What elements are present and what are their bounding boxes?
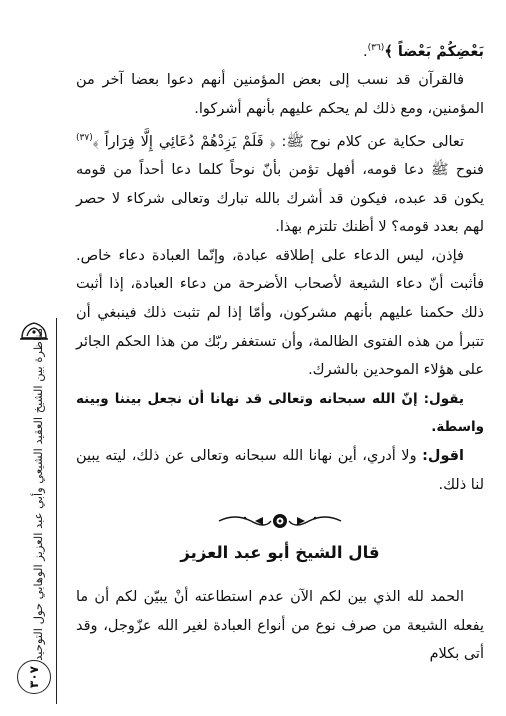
reply-label: اقول: [422,447,464,464]
reply-text: ولا أدري، أين نهانا الله سبحانه وتعالى عن ذلك، ليته يبين لنا ذلك. [76,447,484,493]
page-number [17,660,51,694]
ornament-divider-icon [215,511,345,531]
margin-rule [56,318,57,704]
paragraph: الحمد لله الذي بين لكم الآن عدم استطاعته أنْ يبيّن لكم أن ما يفعله الشيعة من صرف نوع من أنواع العبادة لغير الله عزّوجل، وقد أتى بكلام [76,589,484,663]
page-number-text: ٣٠٧ [26,666,41,688]
reply-paragraph [76,442,484,499]
section-heading: قال الشيخ أبو عبد العزيز [180,543,380,563]
paragraph-text: فنوح ﷺ دعا قومه، أفهل تؤمن بأنّ نوحاً كلما دعا أحداً من قومه يكون قد عبده، فيكون قد أشرك بالله تبارك وتعالى شركاء لا حصر لهم بعدد قومه؟ لا أظنك تلتزم بهذا. [76,162,484,236]
section-ornament [76,511,484,531]
text-column [76,34,484,669]
verse-text: بَعْضِكُمْ بَعْضاً ﴾ [384,43,484,60]
running-title-text: مناظرة بين الشيخ العقيد الشيعي وأبي عبد العزيز الوهابي حول التوحيد [31,327,45,661]
footnote-ref: (٣٦) [367,43,385,53]
paragraph: فإذن، ليس الدعاء على إطلاقه عبادة، وإنّما العبادة دعاء خاص. فأثبت أنّ دعاء الشيعة لأصحاب الأضرحة من دعاء العبادة، إذا أثبت ذلك حكمنا عليهم بأنهم مشركون، وأمّا إذا لم تثبت ذلك فينبغي أن تتبرأ من هذه الفتوى الظالمة، وأن تستغفر ربّك من هذا الحكم الجائر على هؤلاء الموحدين بالشرك. [76,247,484,379]
paragraph [76,124,484,242]
footnote-ref: (٣٧) [76,132,93,143]
verse-continuation: بَعْضِكُمْ بَعْضاً ﴾$^{(٣٦)}$. [363,43,484,60]
verse-text: تعالى حكاية عن كلام نوح ﷺ: ﴿ فَلَمْ يَزِدْهُمْ دُعَائِي إِلَّا فِرَاراً ﴾ [92,133,464,150]
running-title [27,327,49,661]
paragraph: فالقرآن قد نسب إلى بعض المؤمنين أنهم دعوا بعضا آخر من المؤمنين، ومع ذلك لم يحكم عليهم بأنهم أشركوا. [76,72,484,118]
quoted-statement: يقول: إنّ الله سبحانه وتعالى قد نهانا أن نجعل بيننا وبينه واسطة. [76,390,484,436]
